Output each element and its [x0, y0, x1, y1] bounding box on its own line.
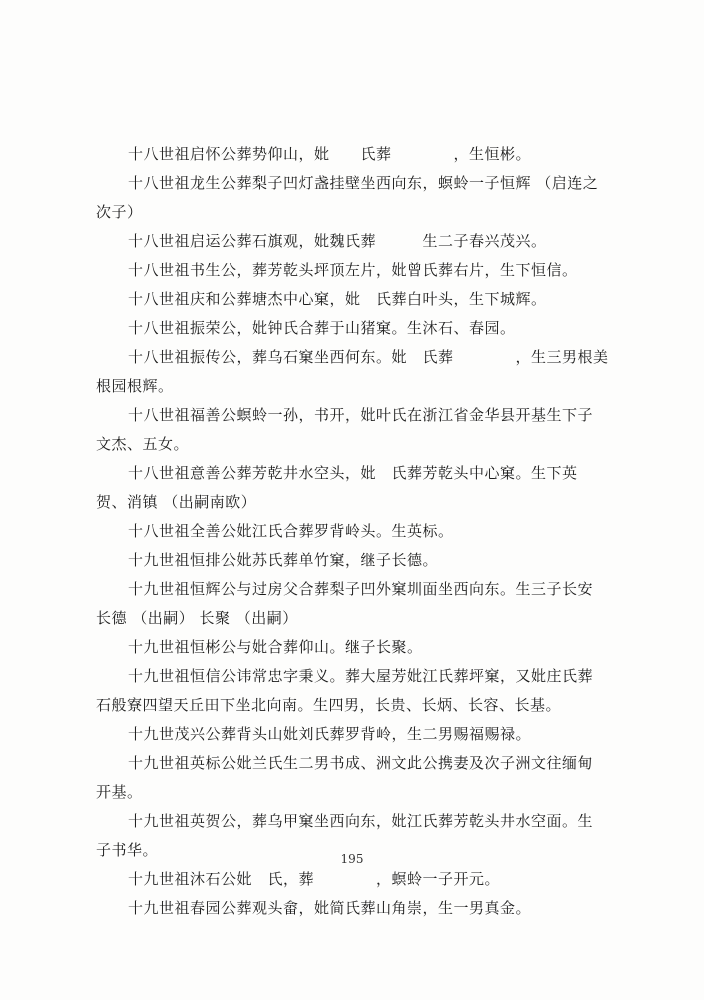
- page-number: 195: [340, 852, 364, 866]
- text-line: 十九世祖恒辉公与过房父合葬梨子凹外窠圳面坐西向东。生三子长安: [128, 580, 594, 598]
- text-line: 十九世祖沐石公妣 氏，葬 ，螟蛉一子开元。: [128, 870, 501, 888]
- text-line: 十八世祖福善公螟蛉一孙，书开，妣叶氏在浙江省金华县开基生下子: [128, 406, 594, 424]
- text-line: 文杰、五女。: [96, 435, 190, 453]
- text-line: 石般寮四望天丘田下坐北向南。生四男，长贵、长炳、长容、长基。: [96, 696, 562, 714]
- text-line: 十八世祖启运公葬石旗观，妣魏氏葬 生二子春兴茂兴。: [128, 232, 547, 250]
- text-line: 十八世祖意善公葬芳乾井水空头，妣 氏葬芳乾头中心窠。生下英: [128, 464, 578, 482]
- text-line: 十九世祖春园公葬观头畲，妣简氏葬山角崇，生一男真金。: [128, 899, 532, 917]
- text-line: 次子）: [96, 203, 143, 221]
- text-line: 十八世祖书生公，葬芳乾头坪顶左片，妣曾氏葬右片，生下恒信。: [128, 261, 578, 279]
- text-line: 根园根辉。: [96, 377, 174, 395]
- text-line: 子书华。: [96, 841, 159, 859]
- text-line: 十九世祖恒排公妣苏氏葬单竹窠，继子长德。: [128, 551, 439, 569]
- text-line: 十九世祖英标公妣兰氏生二男书成、洲文此公携妻及次子洲文往缅甸: [128, 754, 594, 772]
- text-line: 十八世祖振传公，葬乌石窠坐西何东。妣 氏葬 ，生三男根美: [128, 348, 609, 366]
- text-line: 十八世祖庆和公葬塘杰中心窠，妣 氏葬白叶头，生下城辉。: [128, 290, 547, 308]
- text-line: 十九世祖恒信公讳常忠字秉义。葬大屋芳妣江氏葬坪窠，又妣庄氏葬: [128, 667, 594, 685]
- text-line: 十九世茂兴公葬背头山妣刘氏葬罗背岭，生二男赐福赐禄。: [128, 725, 532, 743]
- text-line: 十八世祖启怀公葬势仰山，妣 氏葬 ，生恒彬。: [128, 145, 532, 163]
- text-line: 开基。: [96, 783, 143, 801]
- text-line: 十八世祖全善公妣江氏合葬罗背岭头。生英标。: [128, 522, 454, 540]
- text-line: 贺、消镇 （出嗣南欧）: [96, 493, 257, 511]
- text-line: 长德 （出嗣） 长聚 （出嗣）: [96, 609, 298, 627]
- document-body: [96, 140, 636, 923]
- text-line: 十八世祖振荣公，妣钟氏合葬于山猪窠。生沐石、春园。: [128, 319, 516, 337]
- text-line: 十九世祖恒彬公与妣合葬仰山。继子长聚。: [128, 638, 423, 656]
- text-line: 十九世祖英贺公，葬乌甲窠坐西向东，妣江氏葬芳乾头井水空面。生: [128, 812, 594, 830]
- text-line: 十八世祖龙生公葬梨子凹灯盏挂壁坐西向东，螟蛉一子恒辉 （启连之: [128, 174, 599, 192]
